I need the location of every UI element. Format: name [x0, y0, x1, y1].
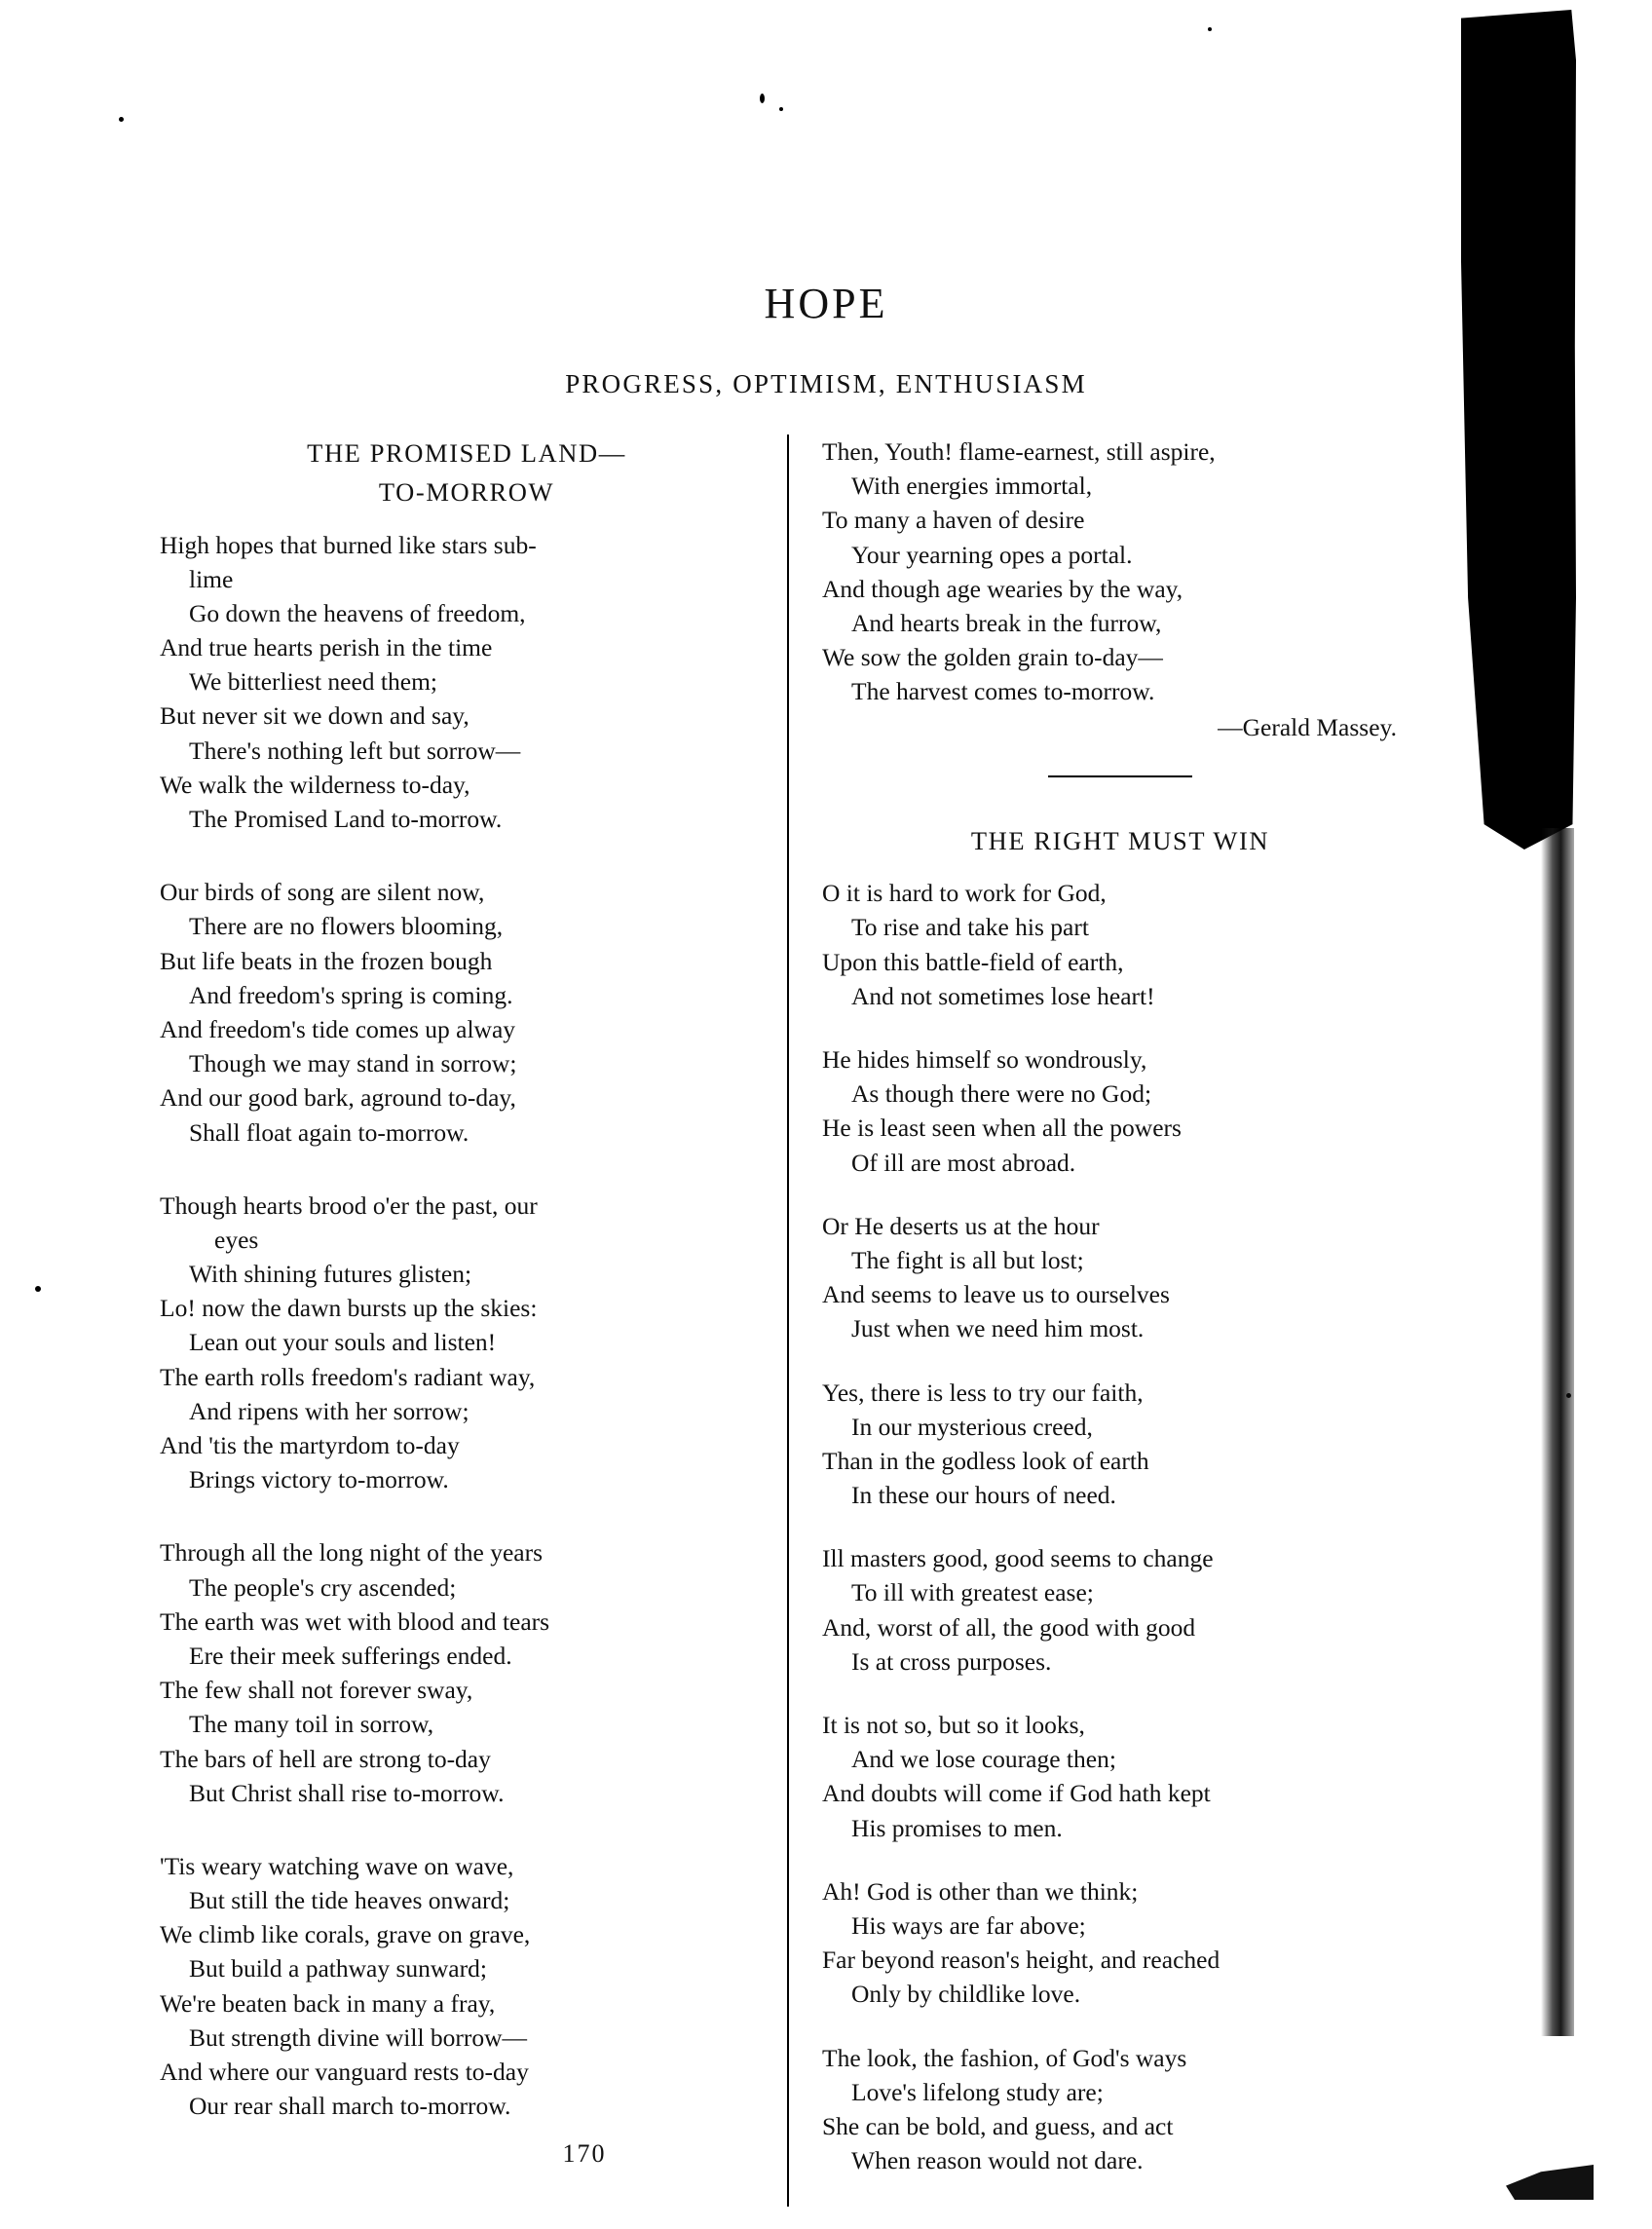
- poem-line: Of ill are most abroad.: [851, 1148, 1076, 1177]
- poem-line: To many a haven of desire: [822, 506, 1085, 535]
- poem-line: To rise and take his part: [851, 913, 1089, 942]
- poem-line: With energies immortal,: [851, 472, 1093, 501]
- poem-stanza: [822, 1209, 1418, 1346]
- right-column: [789, 434, 1432, 2207]
- poem-line: Love's lifelong study are;: [851, 2077, 1104, 2106]
- poem-line: The people's cry ascended;: [189, 1572, 457, 1602]
- poem-line: Our rear shall march to-morrow.: [189, 2092, 511, 2121]
- poem-stanza: [822, 876, 1418, 1013]
- poem-stanza: [822, 1376, 1418, 1513]
- poem-line: His ways are far above;: [851, 1910, 1086, 1940]
- left-stanza-group: [160, 528, 773, 2124]
- continued-stanza: [822, 434, 1418, 709]
- poem-attribution: —Gerald Massey.: [1218, 712, 1397, 741]
- poem-line: But never sit we down and say,: [160, 701, 469, 731]
- poem-line: With shining futures glisten;: [189, 1260, 472, 1289]
- scan-speck: [119, 117, 124, 122]
- poem-line: Lean out your souls and listen!: [189, 1328, 497, 1357]
- poem-line: We sow the golden grain to-day—: [822, 643, 1163, 672]
- poem-line: And freedom's tide comes up alway: [160, 1014, 516, 1043]
- scan-speck: [779, 107, 783, 111]
- poem-line: Our birds of song are silent now,: [160, 878, 485, 907]
- poem-line: And, worst of all, the good with good: [822, 1612, 1196, 1642]
- poem-line: As though there were no God;: [851, 1079, 1152, 1109]
- poem-line: Brings victory to-morrow.: [189, 1465, 449, 1494]
- poem-line: lime: [189, 564, 234, 593]
- poem-line: And seems to leave us to ourselves: [822, 1280, 1170, 1309]
- poem-line: And we lose courage then;: [851, 1745, 1116, 1774]
- poem-stanza: [822, 1874, 1418, 2012]
- poem-line: Shall float again to-morrow.: [189, 1117, 469, 1147]
- poem-stanza: [822, 1042, 1418, 1180]
- poem-line: And not sometimes lose heart!: [851, 981, 1155, 1010]
- poem-line: But strength divine will borrow—: [189, 2022, 528, 2052]
- poem-stanza: [822, 434, 1418, 709]
- poem-line: Upon this battle-field of earth,: [822, 947, 1124, 976]
- poem-line: The Promised Land to-morrow.: [189, 805, 503, 833]
- poem-line: Just when we need him most.: [851, 1314, 1145, 1343]
- poem-line: We walk the wilderness to-day,: [160, 770, 470, 799]
- poem-line: And hearts break in the furrow,: [851, 608, 1162, 637]
- poem-line: Ah! God is other than we think;: [822, 1876, 1139, 1906]
- poem-line: And true hearts perish in the time: [160, 633, 493, 662]
- poem-line: We bitterliest need them;: [189, 667, 437, 697]
- poem-stanza: [160, 875, 773, 1150]
- poem-line: Ill masters good, good seems to change: [822, 1544, 1214, 1573]
- poem-line: Or He deserts us at the hour: [822, 1211, 1100, 1240]
- left-column: [146, 434, 789, 2207]
- poem-line: High hopes that burned like stars sub-: [160, 530, 537, 559]
- poem-line: The look, the fashion, of God's ways: [822, 2043, 1187, 2072]
- poem-line: He hides himself so wondrously,: [822, 1045, 1147, 1074]
- poem-line: The harvest comes to-morrow.: [851, 677, 1155, 706]
- page-title: HOPE: [764, 280, 888, 327]
- poem-line: Only by childlike love.: [851, 1980, 1081, 2009]
- poem-line: 'Tis weary watching wave on wave,: [160, 1851, 514, 1880]
- poem-title-right-must-win: THE RIGHT MUST WIN: [970, 825, 1270, 855]
- poem-line: Though we may stand in sorrow;: [189, 1049, 517, 1078]
- poem-title-line-2: TO-MORROW: [378, 476, 555, 507]
- poem-line: The fight is all but lost;: [851, 1245, 1084, 1274]
- poem-line: Lo! now the dawn bursts up the skies:: [160, 1294, 538, 1323]
- two-column-body: [146, 434, 1510, 2207]
- poem-line: Then, Youth! flame-earnest, still aspire,: [822, 437, 1216, 466]
- poem-stanza: [160, 1849, 773, 2124]
- poem-stanza: [160, 1535, 773, 1810]
- poem-line: Yes, there is less to try our faith,: [822, 1378, 1144, 1407]
- poem-line: Is at cross purposes.: [851, 1646, 1052, 1676]
- scan-artifact-dark-band: [1461, 10, 1576, 850]
- poem-line: Through all the long night of the years: [160, 1538, 544, 1568]
- poem-line: The many toil in sorrow,: [189, 1710, 434, 1739]
- poem-line: And doubts will come if God hath kept: [822, 1779, 1211, 1808]
- poem-line: And freedom's spring is coming.: [189, 980, 513, 1009]
- scan-speck: [760, 94, 765, 103]
- scan-artifact-edge-strip: [1541, 828, 1574, 2036]
- poem-line: It is not so, but so it looks,: [822, 1711, 1085, 1739]
- poem-line: But Christ shall rise to-morrow.: [189, 1778, 505, 1807]
- poem-line: And ripens with her sorrow;: [189, 1396, 469, 1425]
- poem-line: eyes: [214, 1225, 259, 1254]
- poem-line: But still the tide heaves onward;: [189, 1886, 510, 1915]
- poem-line: The earth was wet with blood and tears: [160, 1606, 550, 1636]
- poem-line: Far beyond reason's height, and reached: [822, 1946, 1220, 1975]
- poem-line: And our good bark, aground to-day,: [160, 1083, 516, 1113]
- poem-line: Though hearts brood o'er the past, our: [160, 1190, 538, 1220]
- section-divider: [1048, 775, 1192, 777]
- poem-line: O it is hard to work for God,: [822, 879, 1107, 908]
- poem-line: The few shall not forever sway,: [160, 1676, 473, 1705]
- poem-stanza: [822, 1708, 1418, 1845]
- poem-line: The earth rolls freedom's radiant way,: [160, 1362, 536, 1391]
- poem-line: But life beats in the frozen bough: [160, 946, 493, 975]
- poem-line: But build a pathway sunward;: [189, 1954, 487, 1983]
- poem-title-promised-land: [160, 434, 773, 512]
- poem-line: His promises to men.: [851, 1813, 1063, 1842]
- poem-line: We're beaten back in many a fray,: [160, 1988, 496, 2018]
- poem-line: And 'tis the martyrdom to-day: [160, 1431, 460, 1459]
- poem-line: Ere their meek sufferings ended.: [189, 1641, 512, 1670]
- poem-line: And though age wearies by the way,: [822, 574, 1183, 603]
- poem-stanza: [160, 528, 773, 837]
- scan-speck: [1208, 27, 1212, 31]
- poem-line: There are no flowers blooming,: [189, 912, 504, 941]
- poem-line: And where our vanguard rests to-day: [160, 2058, 529, 2086]
- page-subtitle: PROGRESS, OPTIMISM, ENTHUSIASM: [565, 369, 1087, 398]
- poem-title-line-1: THE PROMISED LAND—: [307, 438, 626, 468]
- poem-line: Go down the heavens of freedom,: [189, 598, 526, 627]
- poem-line: There's nothing left but sorrow—: [189, 736, 521, 765]
- poem-line: She can be bold, and guess, and act: [822, 2111, 1174, 2140]
- poem-line: In these our hours of need.: [851, 1481, 1116, 1510]
- poem-line: We climb like corals, grave on grave,: [160, 1920, 531, 1949]
- poem-line: Than in the godless look of earth: [822, 1446, 1149, 1475]
- poem-line: When reason would not dare.: [851, 2146, 1144, 2175]
- right-stanza-group: [822, 876, 1418, 2177]
- poem-stanza: [160, 1189, 773, 1497]
- poem-line: Your yearning opes a portal.: [851, 540, 1133, 569]
- poem-line: The bars of hell are strong to-day: [160, 1744, 491, 1773]
- poem-line: In our mysterious creed,: [851, 1412, 1093, 1441]
- poem-line: To ill with greatest ease;: [851, 1578, 1094, 1607]
- scan-speck: [35, 1286, 41, 1292]
- poem-line: He is least seen when all the powers: [822, 1114, 1182, 1143]
- poem-stanza: [822, 1541, 1418, 1679]
- page-number: 170: [562, 2139, 607, 2168]
